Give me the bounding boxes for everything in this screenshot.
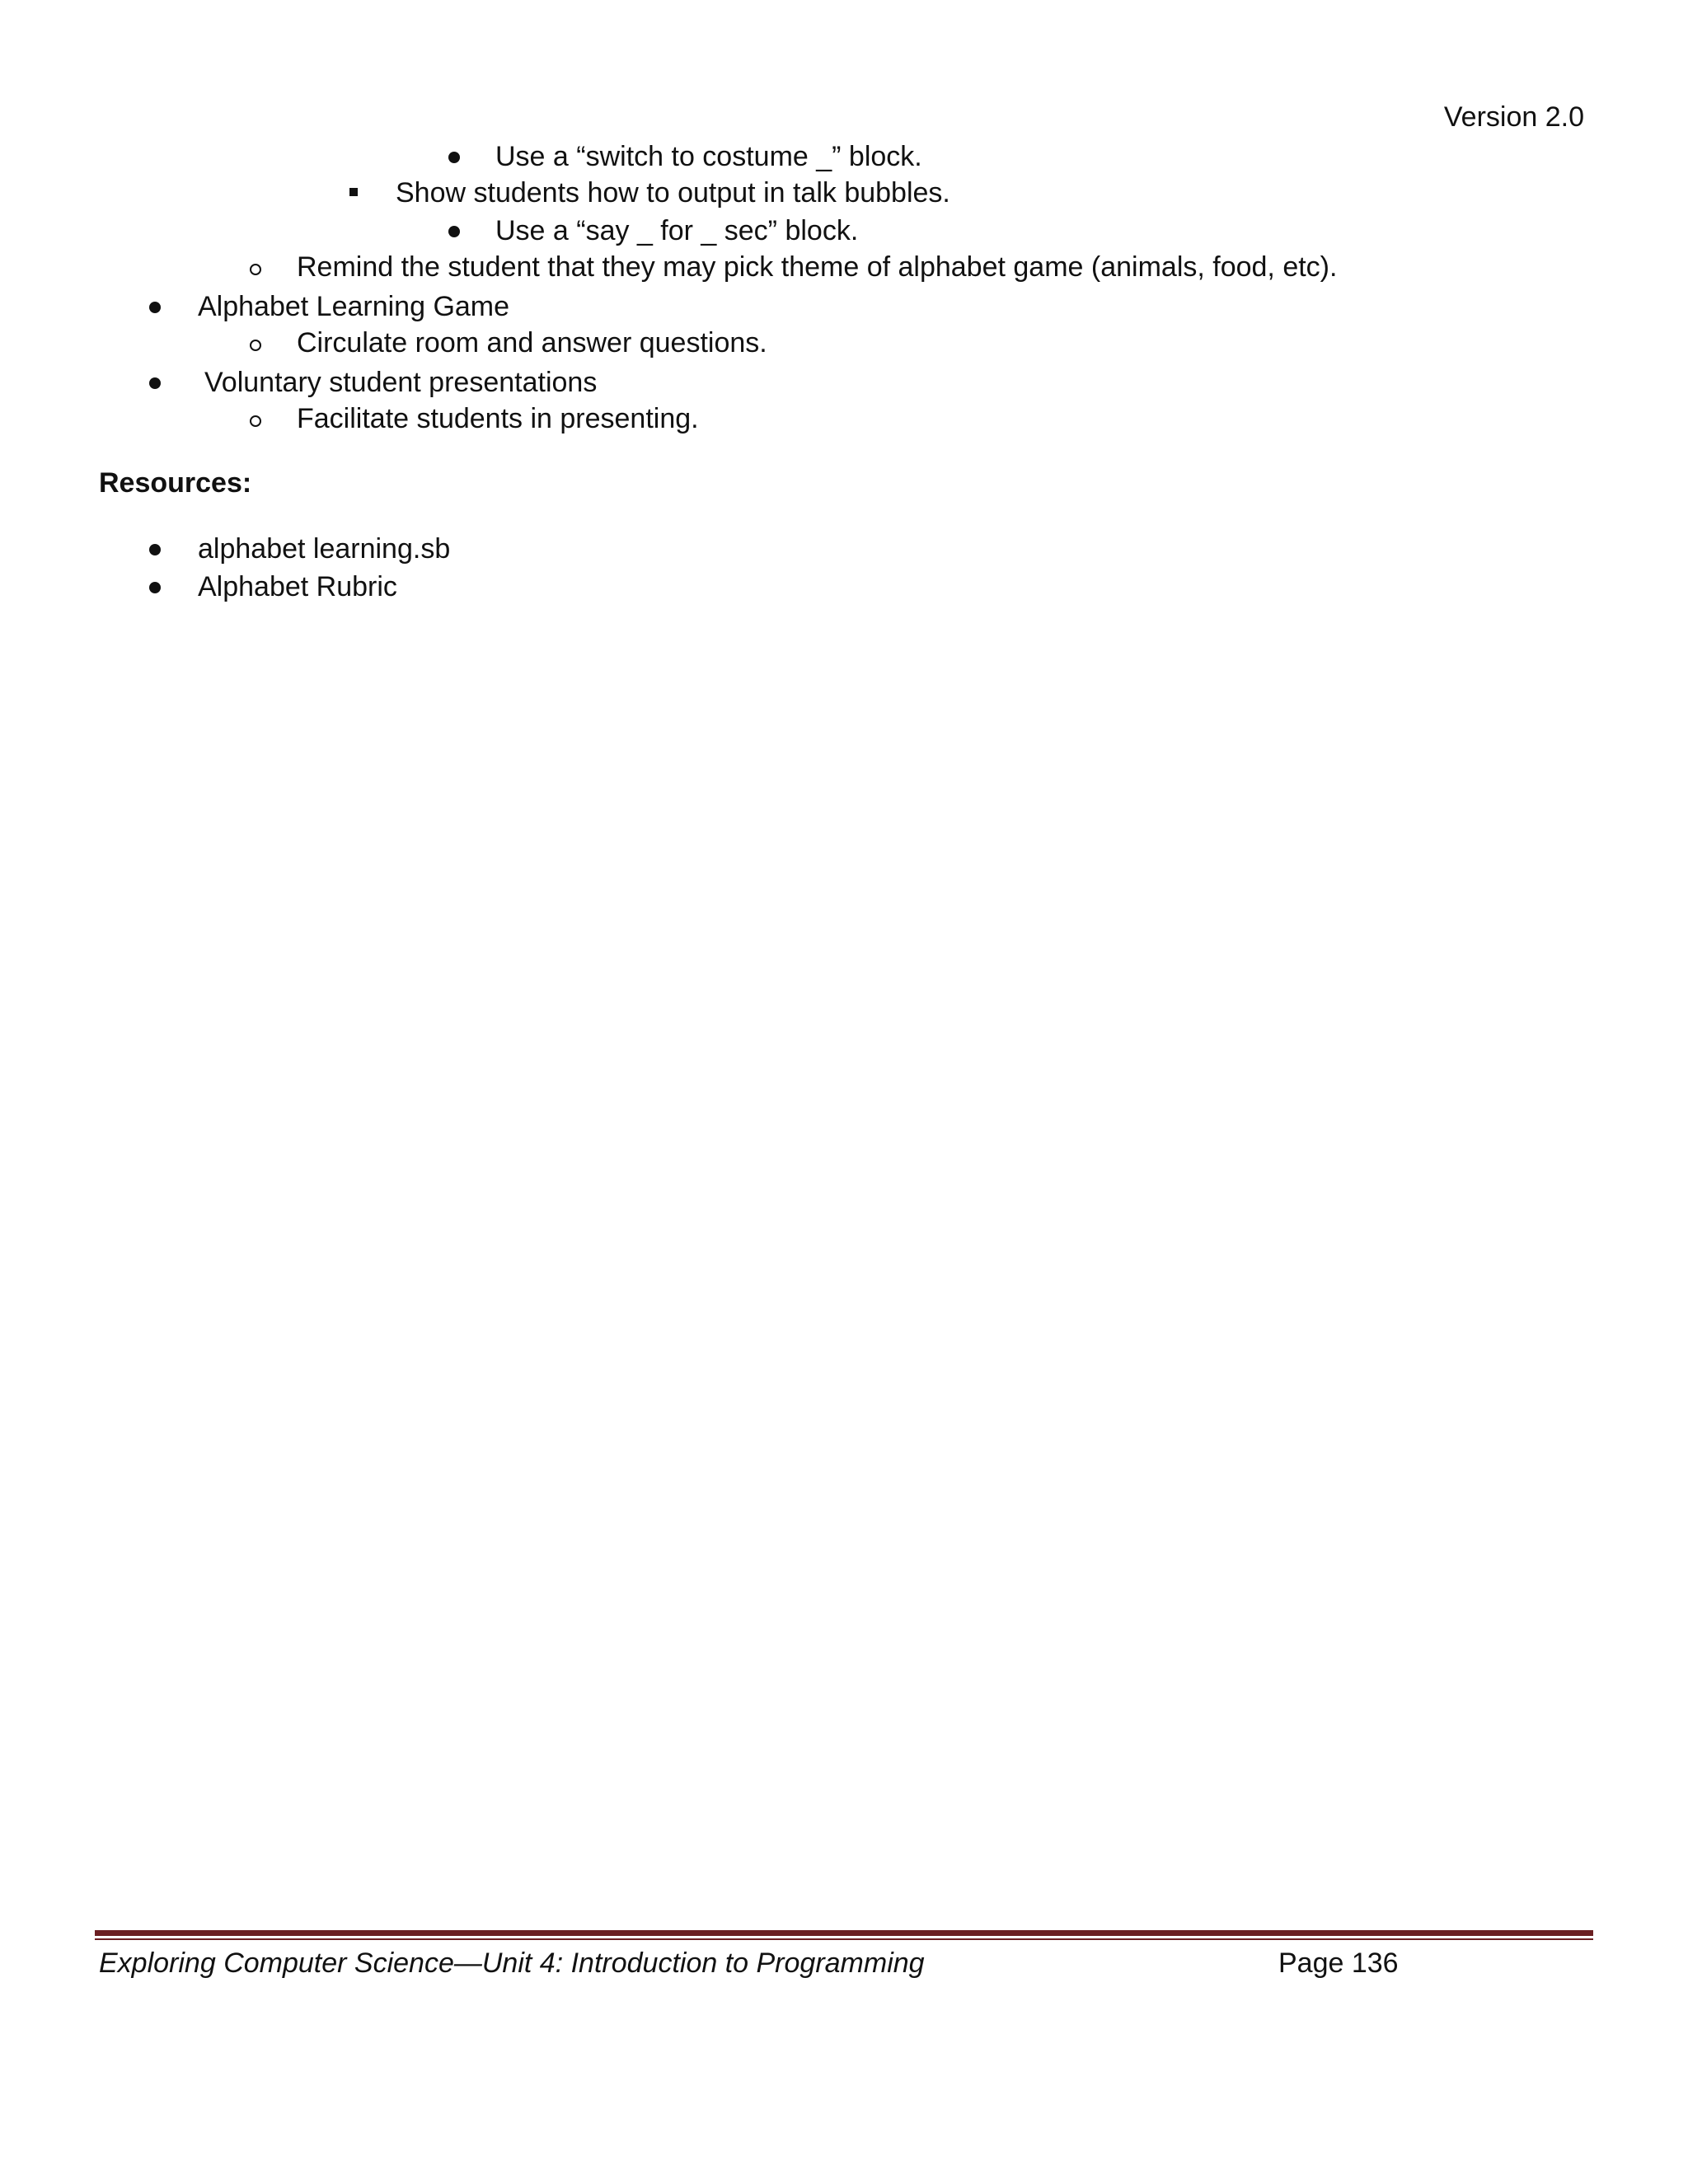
list-item-presentations: Voluntary student presentations [204,367,598,398]
list-item-facilitate: Facilitate students in presenting. [297,403,699,434]
footer-page-number: Page 136 [1278,1947,1399,1979]
bullet-dot-icon [448,226,460,237]
footer-rule-thin [95,1938,1593,1940]
resources-heading: Resources: [99,467,252,499]
bullet-dot-icon [149,544,161,555]
bullet-circle-icon [250,415,261,427]
bullet-dot-icon [448,152,460,163]
bullet-square-icon [349,188,358,196]
bullet-dot-icon [149,582,161,593]
list-item-talk-bubbles: Show students how to output in talk bubbles. [396,177,950,209]
list-item-switch-costume: Use a “switch to costume _” block. [495,141,922,172]
list-item-remind-theme: Remind the student that they may pick theme of alphabet game (animals, food, etc). [297,251,1338,283]
bullet-dot-icon [149,377,161,389]
bullet-circle-icon [250,264,261,275]
resource-item-alphabet-learning: alphabet learning.sb [198,533,451,565]
resource-item-alphabet-rubric: Alphabet Rubric [198,571,397,602]
bullet-circle-icon [250,340,261,351]
list-item-say-block: Use a “say _ for _ sec” block. [495,215,859,246]
bullet-dot-icon [149,302,161,313]
list-item-alphabet-game: Alphabet Learning Game [198,291,510,322]
list-item-circulate-room: Circulate room and answer questions. [297,327,767,359]
footer-title: Exploring Computer Science—Unit 4: Introduction to Programming [99,1947,925,1979]
version-label: Version 2.0 [1443,101,1584,133]
footer-rule [95,1930,1593,1936]
